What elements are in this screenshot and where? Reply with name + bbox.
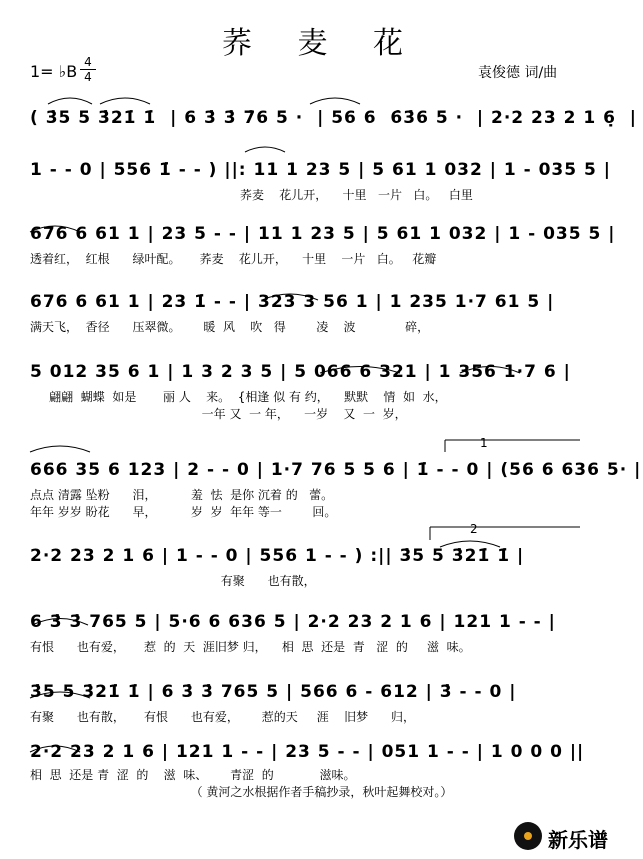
notation-row-5: 5 012 35 6 1 | 1 3 2 3 5 | 5 066 6 321 | 1 356 1·7 6 | — [30, 362, 571, 382]
song-title: 荞 麦 花 — [221, 26, 422, 61]
lyrics-row-6b: 年年 岁岁 盼花 早， 岁 岁 年年 等一 回。 — [30, 505, 337, 519]
lyrics-row-2: 荞麦 花儿开， 十里 一片 白。 白里 — [240, 188, 473, 202]
composer-credit: 袁俊德 词/曲 — [478, 65, 558, 81]
notation-row-10: 2·2 23 2 1 6 | 121 1 - - | 23 5 - - | 051 1 - - | 1 0 0 0 || — [30, 742, 585, 762]
notation-row-9: 3̇5 5 3̇21̇ 1̇ | 6 3̇ 3̇ 765 5 | 566 6 - 612 | 3̇ - - 0 | — [30, 682, 517, 702]
lyrics-row-3: 透着红， 红根 绿叶配。 荞麦 花儿开， 十里 一片 白。 花瓣 — [30, 252, 437, 266]
lyrics-row-5a: 翩翩 蝴蝶 如是 丽 人 来。 {相逢 似 有 约， 默默 情 如 水， — [30, 390, 447, 404]
meter-top: 4 — [84, 55, 92, 69]
site-logo-text: 新乐谱 — [548, 828, 608, 852]
notation-row-7: 2·2 23 2 1 6 | 1 - - 0 | 556 1 - - ) :|| 3̇5 5 3̇21̇ 1̇ | — [30, 546, 525, 566]
lyrics-row-7: 有聚 也有散， — [30, 574, 316, 588]
volta-1-label: 1 — [480, 436, 488, 450]
notation-row-6: 666 35 6 123 | 2 - - 0 | 1·7 76 5 5 6 | 1̇ - - 0 | (56 6 636 5· | — [30, 460, 642, 480]
notation-row-4: 676 6 61 1 | 23 1̇ - - | 323 3 56 1 | 1 235 1·7 61 5 | — [30, 292, 555, 312]
lyrics-row-9: 有聚 也有散， 有恨 也有爱， 惹的天 涯 旧梦 归， — [30, 710, 415, 724]
lyrics-row-5b: 一年 又 一 年， 一岁 又 一 岁， — [30, 407, 407, 421]
lyrics-row-4: 满天飞， 香径 压翠微。 暖 风 吹 得 凌 波 碎， — [30, 320, 430, 334]
transcription-credit: （ 黄河之水根据作者手稿抄录，秋叶起舞校对。） — [190, 785, 453, 799]
notation-row-2: 1 - - 0 | 556 1̇ - - ) ||: 11 1 23 5 | 5 61 1 032 | 1 - 035 5 | — [30, 160, 611, 180]
key-signature: 1= ♭B — [30, 62, 78, 81]
volta-2-label: 2 — [470, 522, 478, 536]
site-logo — [514, 822, 634, 852]
lyrics-row-10: 相 思 还是 青 涩 的 滋 味、 青涩 的 滋味。 — [30, 768, 356, 782]
notation-row-8: 6 3̇ 3̇ 765 5 | 5·6 6 636 5 | 2·2 23 2 1 6 | 121 1 - - | — [30, 612, 556, 632]
record-disc-icon — [514, 822, 542, 850]
lyrics-row-8: 有恨 也有爱， 惹 的 天 涯旧梦 归， 相 思 还是 青 涩 的 滋 味。 — [30, 640, 471, 654]
notation-row-3: 676 6 61 1 | 23 5 - - | 11 1 23 5 | 5 61 1 032 | 1 - 035 5 | — [30, 224, 616, 244]
notation-row-1: ( 3̇5 5 3̇21̇ 1̇ | 6 3̇ 3̇ 7̇6 5 · | 56 6 6̇3̇6 5 · | 2·2 23 2 1 6̣ | — [30, 108, 637, 128]
meter-bottom: 4 — [84, 70, 92, 84]
lyrics-row-6a: 点点 清露 坠粉 泪， 羞 怯 是你 沉着 的 蕾。 — [30, 488, 334, 502]
time-signature — [80, 56, 96, 83]
